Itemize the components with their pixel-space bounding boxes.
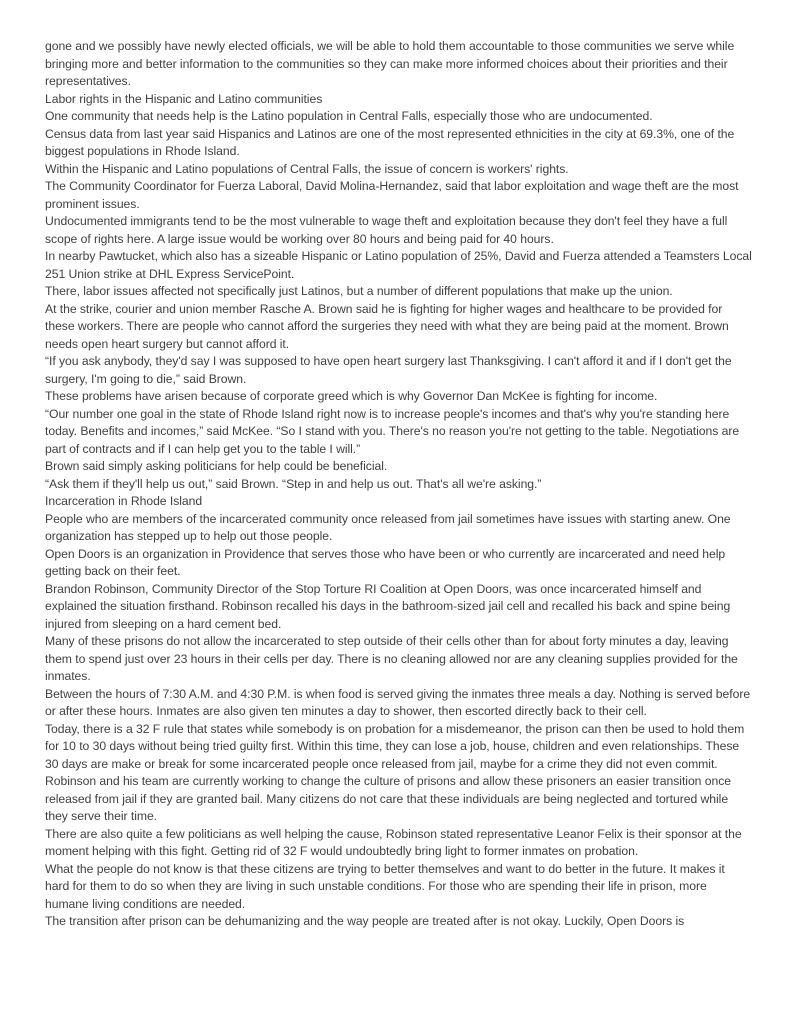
paragraph: Robinson and his team are currently working to change the culture of prisons and allow these prisoners an easier transition once released from jail if they are granted bail. Many citizens do not care that these individuals are being neglected and tortured while they serve their time.	[45, 774, 731, 823]
section-heading: Labor rights in the Hispanic and Latino communities	[45, 91, 323, 106]
paragraph: People who are members of the incarcerated community once released from jail sometimes have issues with starting anew. One organization has stepped up to help out those people.	[45, 511, 731, 543]
paragraph: “Our number one goal in the state of Rhode Island right now is to increase people's incomes and that's why you're standing here today. Benefits and incomes,” said McKee. “So I stand with you. There's no reason you're not getting to the table. Negotiations are part of contracts and if I can help get you to the table I will.”	[45, 406, 740, 456]
paragraph: “If you ask anybody, they'd say I was supposed to have open heart surgery last Thanksgiving. I can't afford it and if I don't get the surgery, I'm going to die,” said Brown.	[45, 354, 732, 386]
section-heading: Incarceration in Rhode Island	[45, 494, 203, 508]
paragraph: In nearby Pawtucket, which also has a sizeable Hispanic or Latino population of 25%, David and Fuerza attended a Teamsters Local 251 Union strike at DHL Express ServicePoint.	[45, 249, 752, 281]
paragraph: What the people do not know is that these citizens are trying to better themselves and want to do better in the future. It makes it hard for them to do so when they are living in such unstable conditions. For those who are spending their life in prison, more humane living conditions are needed.	[45, 861, 725, 911]
paragraph: gone and we possibly have newly elected officials, we will be able to hold them accountable to those communities we serve while bringing more and better information to the communities so they can make more informed choices about their priorities and their representatives.	[45, 39, 735, 88]
paragraph: At the strike, courier and union member Rasche A. Brown said he is fighting for higher wages and healthcare to be provided for these workers. There are people who cannot afford the surgeries they need with what they are being paid at the moment. Brown needs open heart surgery but cannot afford it.	[45, 301, 729, 351]
paragraph: Open Doors is an organization in Providence that serves those who have been or who currently are incarcerated and need help getting back on their feet.	[45, 546, 726, 578]
paragraph: Brown said simply asking politicians for help could be beneficial.	[45, 459, 388, 473]
paragraph: “Ask them if they'll help us out,” said Brown. “Step in and help us out. That's all we're asking.”	[45, 476, 542, 491]
paragraph: These problems have arisen because of corporate greed which is why Governor Dan McKee is fighting for income.	[45, 389, 658, 403]
paragraph: Today, there is a 32 F rule that states while somebody is on probation for a misdemeanor, the prison can then be used to hold them for 10 to 30 days without being tried guilty first. Within this time, they can lose a job, house, children and even relationships. These 30 days are make or break for some incarcerated people once released from jail, maybe for a crime they did not even commit.	[45, 721, 745, 771]
paragraph: Brandon Robinson, Community Director of the Stop Torture RI Coalition at Open Doors, was once incarcerated himself and explained the situation firsthand. Robinson recalled his days in the bathroom-sized jail cell and recalled his back and spine being injured from sleeping on a hard cement bed.	[45, 581, 731, 631]
paragraph: There are also quite a few politicians as well helping the cause, Robinson stated representative Leanor Felix is their sponsor at the moment helping with this fight. Getting rid of 32 F would undoubtedly bring light to former inmates on probation.	[45, 826, 742, 858]
paragraph: Census data from last year said Hispanics and Latinos are one of the most represented ethnicities in the city at 69.3%, one of the biggest populations in Rhode Island.	[45, 126, 735, 158]
paragraph: The Community Coordinator for Fuerza Laboral, David Molina-Hernandez, said that labor exploitation and wage theft are the most prominent issues.	[45, 179, 739, 211]
paragraph: The transition after prison can be dehumanizing and the way people are treated after is not okay. Luckily, Open Doors is	[45, 914, 685, 928]
paragraph: There, labor issues affected not specifically just Latinos, but a number of different populations that make up the union.	[45, 284, 673, 298]
paragraph: Between the hours of 7:30 A.M. and 4:30 P.M. is when food is served giving the inmates three meals a day. Nothing is served before or after these hours. Inmates are also given ten minutes a day to shower, then escorted directly back to their cell.	[45, 686, 751, 718]
paragraph: One community that needs help is the Latino population in Central Falls, especially those who are undocumented.	[45, 109, 653, 123]
paragraph: Undocumented immigrants tend to be the most vulnerable to wage theft and exploitation because they don't feel they have a full scope of rights here. A large issue would be working over 80 hours and being paid for 40 hours.	[45, 214, 728, 246]
paragraph: Many of these prisons do not allow the incarcerated to step outside of their cells other than for about forty minutes a day, leaving them to spend just over 23 hours in their cells per day. There is no cleaning allowed nor are any cleaning supplies provided for the inmates.	[45, 634, 738, 683]
paragraph: Within the Hispanic and Latino populations of Central Falls, the issue of concern is workers' rights.	[45, 161, 569, 176]
